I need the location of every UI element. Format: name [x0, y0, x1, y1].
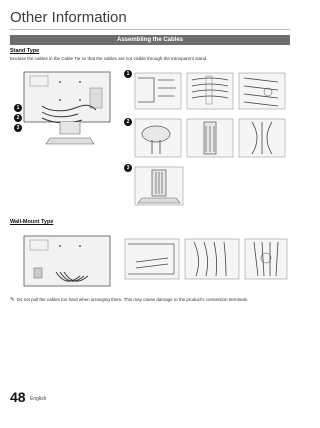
- note-text: Do not pull the cables too hard when arranging them. This may cause damage to the product's connection terminals.: [16, 297, 249, 302]
- step-3-badge: 3: [124, 164, 132, 172]
- step-2-badge: 2: [124, 118, 132, 126]
- back-callout-1: 1: [14, 104, 22, 112]
- page-number: 48: [10, 389, 26, 405]
- note-pencil-icon: ✎: [10, 297, 15, 303]
- stand-type-description: Enclose the cables in the Cable Tie so that the cables are not visible through the transparent stand.: [10, 56, 208, 61]
- step-1-illustration-c: [238, 72, 286, 110]
- wall-mount-illustration-b: [184, 238, 240, 280]
- tv-back-wall-mount-illustration: [20, 232, 115, 290]
- back-callout-2: 2: [14, 114, 22, 122]
- note: [10, 297, 290, 303]
- step-1-illustration-b: [186, 72, 234, 110]
- wall-mount-illustration-a: [124, 238, 180, 280]
- step-2-illustration-b: [186, 118, 234, 158]
- back-callout-3: 3: [14, 124, 22, 132]
- page-language: English: [30, 396, 47, 402]
- step-2-illustration-a: [134, 118, 182, 158]
- step-1-illustration-a: [134, 72, 182, 110]
- tv-back-stand-illustration: [20, 68, 115, 148]
- step-3-illustration: [134, 166, 184, 206]
- stand-type-heading: Stand Type: [10, 48, 40, 54]
- wall-mount-illustration-c: [244, 238, 288, 280]
- page-title: Other Information: [10, 10, 290, 30]
- section-header: Assembling the Cables: [10, 35, 290, 45]
- step-2-illustration-c: [238, 118, 286, 158]
- wall-mount-heading: Wall-Mount Type: [10, 219, 54, 225]
- step-1-badge: 1: [124, 70, 132, 78]
